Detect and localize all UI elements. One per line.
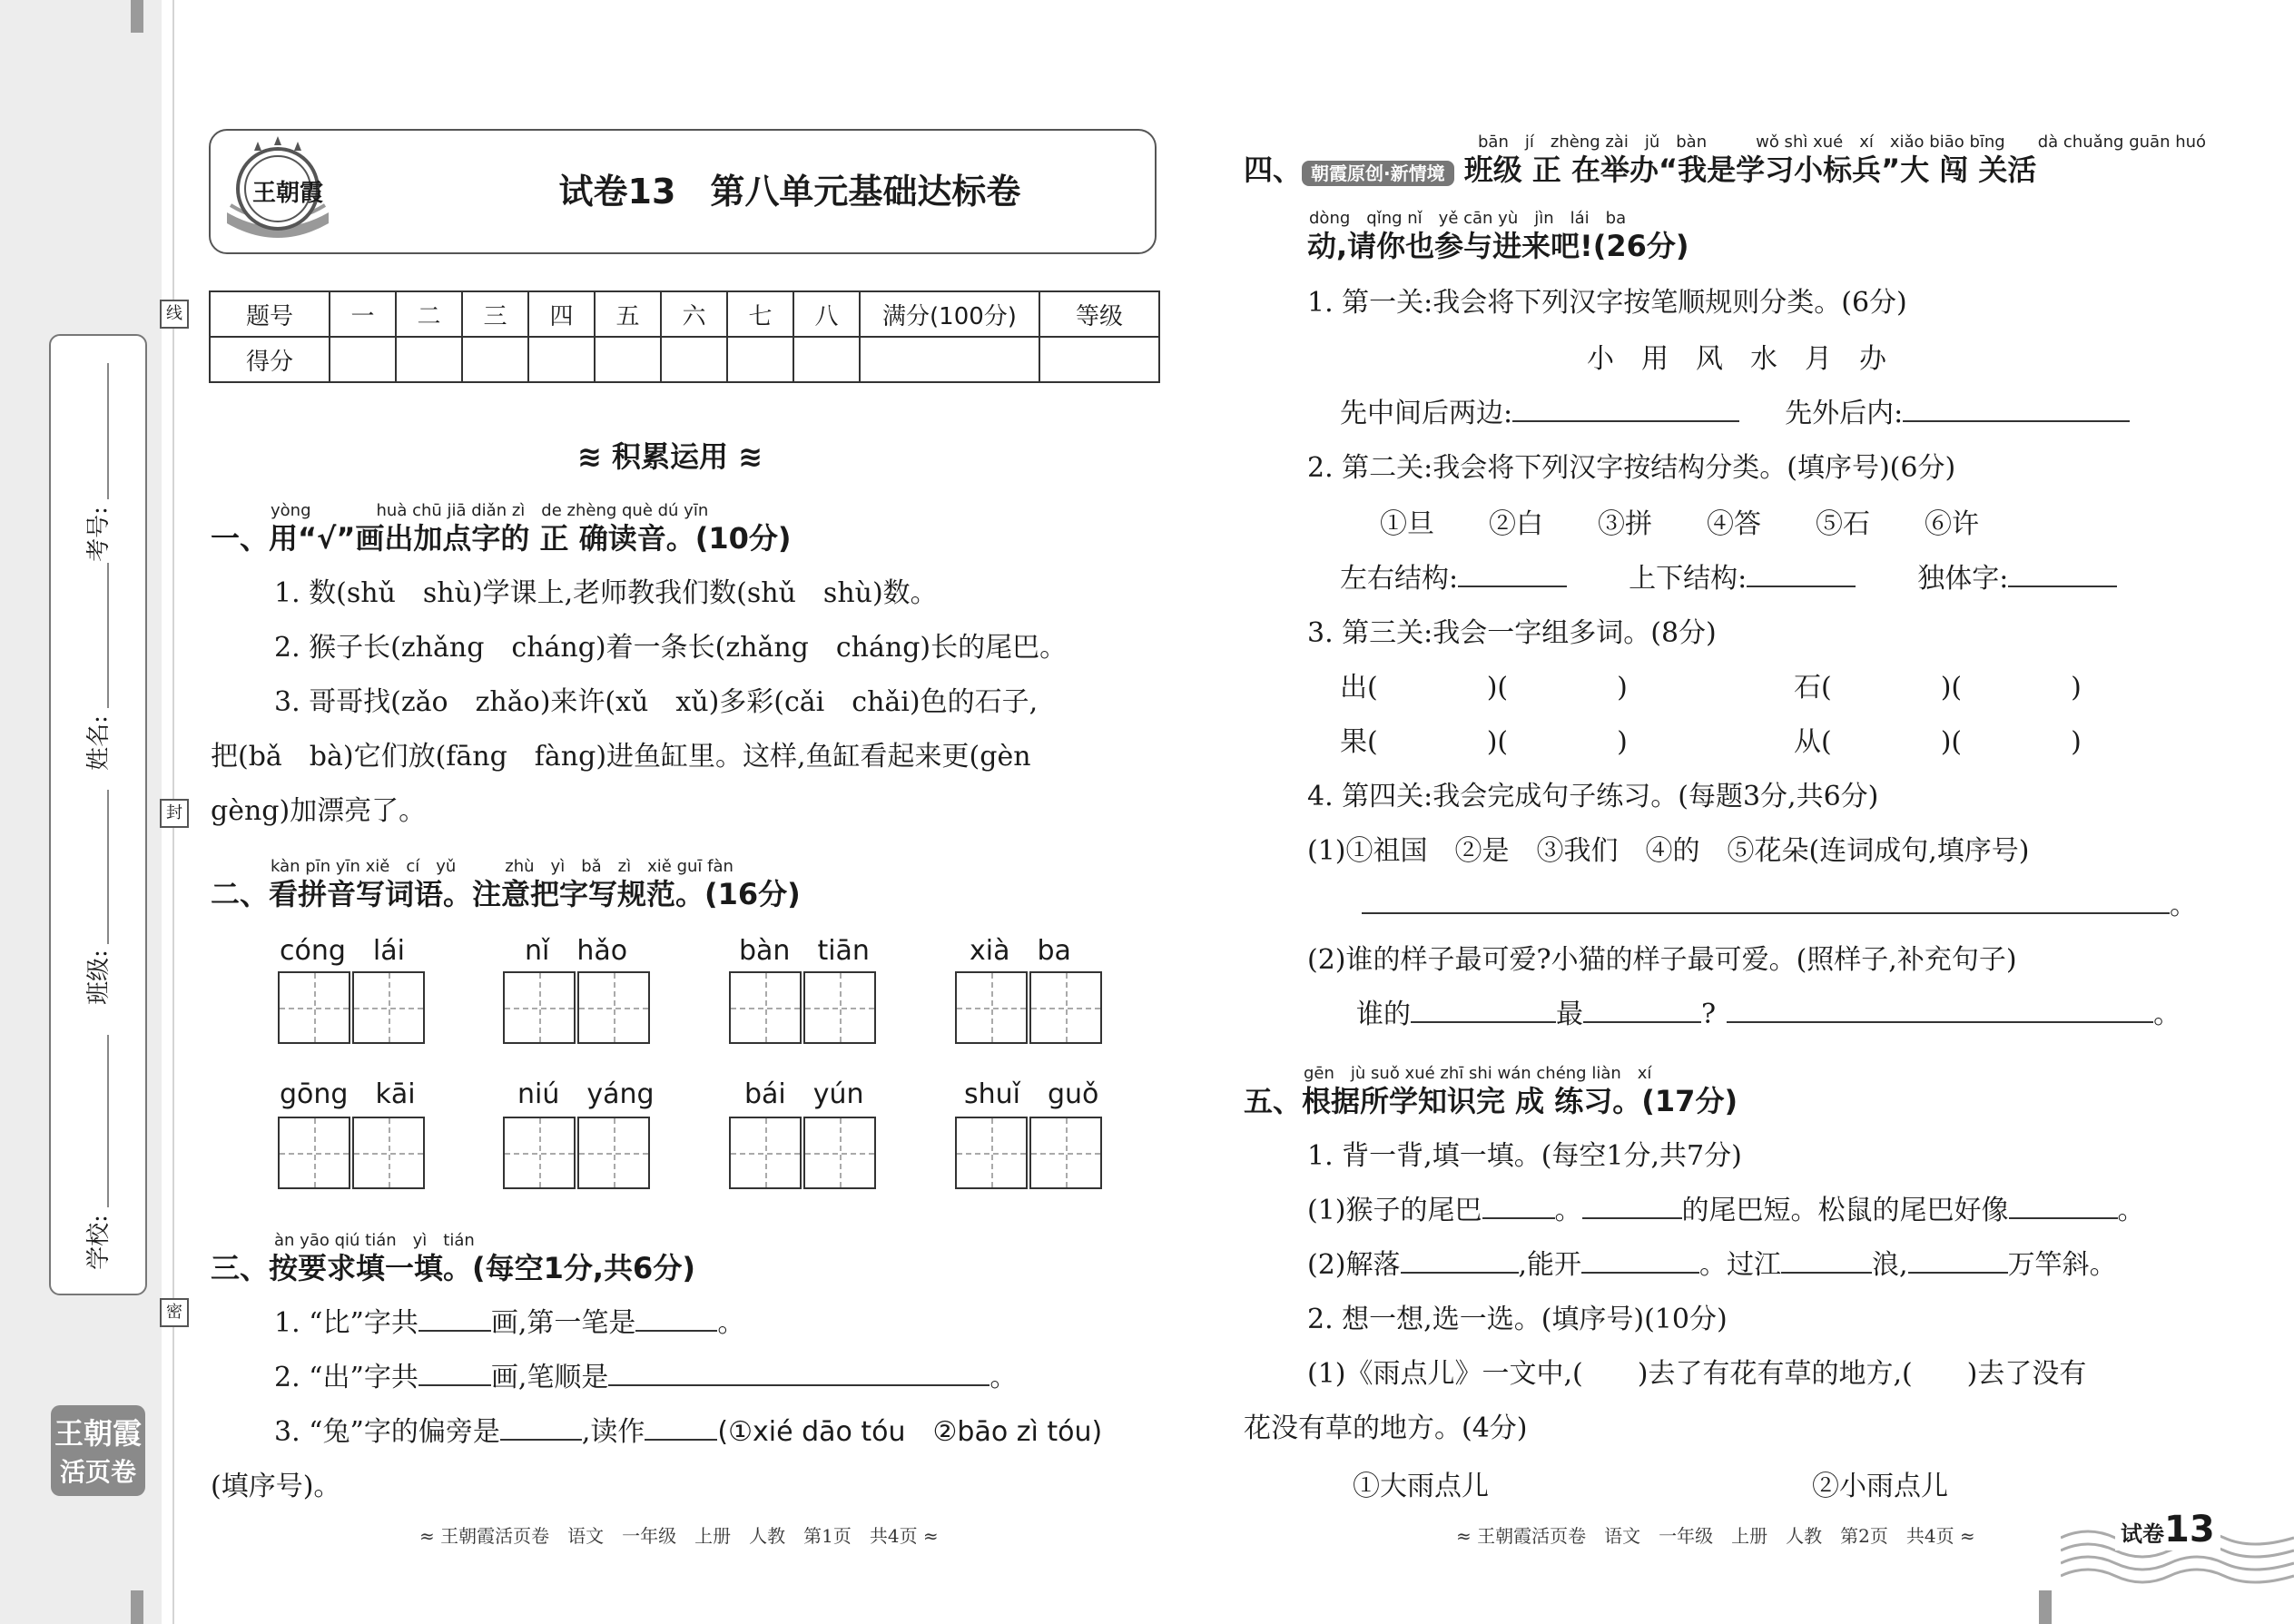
score-input-cell[interactable] [727,337,793,382]
answer-blank[interactable] [418,1384,491,1386]
answer-blank[interactable] [1747,586,1856,587]
q4-number: 四、 [1244,153,1303,187]
page-title: 试卷13 第八单元基础达标卷 [558,172,1021,212]
q3-pinyin: àn yāo qiú tián yì tián [274,1231,475,1250]
q3-line2-text: 画,笔顺是 [490,1362,609,1393]
score-cell: 满分(100分) [860,291,1039,337]
exam-number-line[interactable] [107,363,109,499]
q4-p1-label: 先中间后两边: [1340,398,1513,429]
q5-text: (2)解落 [1307,1249,1401,1281]
score-input-cell[interactable] [462,337,528,382]
score-input-cell[interactable] [793,337,860,382]
q4-p4-2-text: 谁的 [1356,999,1411,1030]
q4-p3-row[interactable]: 从( )( ) [1794,726,2082,758]
q4-p4-1-answer [1362,882,2197,922]
q5-p1-1 [1307,1187,2145,1227]
writing-grid-cell[interactable] [1029,1117,1102,1189]
q4-p4-2: (2)谁的样子最可爱?小猫的样子最可爱。(照样子,补充句子) [1307,944,2017,976]
q2-word-pinyin: shuǐ guǒ [964,1078,1099,1110]
q3-line1 [274,1300,744,1340]
crop-mark [2039,1590,2052,1624]
score-row-label: 得分 [210,337,330,382]
q5-heading: 五、根据所学知识完 成 练习。(17分) [1244,1084,1738,1118]
answer-blank[interactable] [2008,586,2117,587]
answer-blank[interactable] [1727,1021,2153,1023]
score-cell: 三 [462,291,528,337]
brand-bottom: 活页卷 [59,1457,136,1487]
q4-heading [1244,147,2036,189]
q4-p1-label: 先外后内: [1785,398,1904,429]
seal-line-char: 线 [160,300,189,329]
q2-word-pinyin: bàn tiān [739,935,870,967]
answer-blank[interactable] [1581,1272,1699,1274]
school-label: 学校: [84,1215,113,1270]
q2-word-pinyin: gōng kāi [280,1078,416,1110]
q3-line3-text: ,读作 [581,1416,645,1448]
q5-p2-1: (1)《雨点儿》一文中,( )去了有花有草的地方,( )去了没有 [1307,1358,2087,1390]
answer-blank[interactable] [1458,586,1567,587]
crop-mark [131,1590,143,1624]
period: 。 [2170,890,2197,921]
q1-line5: gèng)加漂亮了。 [211,795,427,827]
answer-blank[interactable] [1482,1217,1555,1219]
answer-blank[interactable] [1362,912,2170,914]
q3-line4: (填序号)。 [211,1471,341,1502]
q3-line3-text: 3. “兔”字的偏旁是 [274,1416,500,1448]
answer-blank[interactable] [608,1384,989,1386]
q4-p4: 4. 第四关:我会完成句子练习。(每题3分,共6分) [1307,781,1879,812]
score-input-cell[interactable] [661,337,727,382]
q3-line3-options: (①xié dāo tóu ②bāo zì tóu) [717,1416,1103,1448]
q2-pinyin: kàn pīn yīn xiě cí yǔ zhù yì bǎ zì xiě guī fàn [271,857,733,876]
writing-grid-cell[interactable] [503,971,576,1044]
q3-line1-text: 画,第一笔是 [490,1307,636,1339]
q3-line1-end: 。 [717,1307,745,1339]
q5-p2-1b: 花没有草的地方。(4分) [1244,1412,1528,1444]
score-table [209,290,1160,383]
q1-line1: 1. 数(shǔ shù)学课上,老师教我们数(shǔ shù)数。 [274,577,938,609]
q4-p2: 2. 第二关:我会将下列汉字按结构分类。(填序号)(6分) [1307,452,1956,484]
answer-blank[interactable] [1583,1021,1701,1023]
school-line[interactable] [107,1035,109,1207]
q4-p2-label: 左右结构: [1340,563,1459,595]
q4-p2-label: 上下结构: [1629,563,1748,595]
q2-word-pinyin: niú yáng [517,1078,655,1110]
score-cell: 四 [528,291,595,337]
writing-grid-cell[interactable] [1029,971,1102,1044]
q3-line1-text: 1. “比”字共 [274,1307,418,1339]
answer-blank[interactable] [2009,1217,2118,1219]
period: 。 [2153,999,2181,1030]
page-tag-label: 试卷 [2121,1521,2164,1547]
brand-badge [51,1405,145,1496]
q2-word-pinyin: xià ba [970,935,1071,967]
q3-line2-end: 。 [989,1362,1018,1393]
writing-grid-cell[interactable] [278,971,350,1044]
q5-text: 万竿斜。 [2007,1249,2117,1281]
score-table-header-row [210,291,1159,337]
q4-p3: 3. 第三关:我会一字组多词。(8分) [1307,617,1717,649]
q3-line2-text: 2. “出”字共 [274,1362,418,1393]
q1-line2: 2. 猴子长(zhǎng cháng)着一条长(zhǎng cháng)长的尾巴。 [274,632,1068,664]
q4-p4-2-text: 最 [1556,999,1583,1030]
q5-text: 。 [2117,1195,2145,1226]
q4-p4-2-text: ? [1701,999,1717,1030]
score-input-cell[interactable] [1039,337,1159,382]
footer-right: ≈ 王朝霞活页卷 语文 一年级 上册 人教 第2页 共4页 ≈ [1456,1525,1975,1547]
writing-grid-cell[interactable] [955,1117,1028,1189]
score-input-cell[interactable] [330,337,396,382]
section-title: ≋ 积累运用 ≋ [577,439,763,474]
q2-word-pinyin: nǐ hǎo [525,935,628,967]
q4-p1: 1. 第一关:我会将下列汉字按笔顺规则分类。(6分) [1307,287,1907,319]
q4-pinyin: bān jí zhèng zài jǔ bàn wǒ shì xué xí xiǎo biāo bīng dà chuǎng guān huó [1478,133,2207,152]
name-label: 姓名: [84,715,113,771]
logo [218,133,338,245]
score-input-cell[interactable] [595,337,661,382]
writing-grid-cell[interactable] [503,1117,576,1189]
q4-p4-2-answer [1356,991,2181,1031]
score-cell: 一 [330,291,396,337]
score-cell: 七 [727,291,793,337]
page-tag-number: 13 [2164,1509,2215,1550]
answer-blank[interactable] [645,1439,717,1441]
writing-grid-cell[interactable] [577,1117,650,1189]
writing-grid-cell[interactable] [803,1117,876,1189]
logo-text: 王朝霞 [252,180,324,207]
q3-heading: 三、按要求填一填。(每空1分,共6分) [211,1251,695,1285]
q5-text: ,能开 [1518,1249,1582,1281]
answer-blank[interactable] [1582,1217,1682,1219]
writing-grid-cell[interactable] [729,971,802,1044]
q2-word-pinyin: cóng lái [280,935,405,967]
name-line[interactable] [107,563,109,708]
q3-line2 [274,1354,1017,1394]
writing-grid-cell[interactable] [803,971,876,1044]
q5-pinyin: gēn jù suǒ xué zhī shi wán chéng liàn xí [1304,1064,1652,1083]
q5-text: 。 [1554,1195,1582,1226]
seal-seal-char: 封 [160,799,189,828]
q4-p4-1: (1)①祖国 ②是 ③我们 ④的 ⑤花朵(连词成句,填序号) [1307,835,2030,867]
student-info-box [49,334,147,1295]
q5-text: (1)猴子的尾巴 [1307,1195,1482,1226]
q3-line3 [274,1409,1102,1449]
score-cell: 二 [396,291,462,337]
q4-p2-label: 独体字: [1917,563,2009,595]
q5-p2: 2. 想一想,选一选。(填序号)(10分) [1307,1304,1728,1335]
writing-grid-cell[interactable] [729,1117,802,1189]
score-cell: 等级 [1039,291,1159,337]
seal-secret-char: 密 [160,1298,189,1327]
q5-text: 的尾巴短。松鼠的尾巴好像 [1681,1195,2009,1226]
answer-blank[interactable] [418,1330,491,1332]
q5-p1-2 [1307,1242,2117,1282]
class-line[interactable] [107,790,109,944]
answer-blank[interactable] [1781,1272,1872,1274]
q5-text: 。过江 [1699,1249,1782,1281]
answer-blank[interactable] [635,1330,717,1332]
q4-pinyin2: dòng qǐng nǐ yě cān yù jìn lái ba [1309,209,1627,228]
q2-word-pinyin: bái yún [744,1078,864,1110]
writing-grid-cell[interactable] [352,1117,425,1189]
q4-p3-row[interactable]: 出( )( ) [1340,672,1628,704]
answer-blank[interactable] [1903,420,2130,422]
class-label: 班级: [84,950,113,1005]
q4-heading2: 动,请你也参与进来吧!(26分) [1307,229,1689,263]
q4-p2-answers [1340,556,2117,595]
score-cell: 题号 [210,291,330,337]
score-input-cell[interactable] [528,337,595,382]
writing-grid-cell[interactable] [577,971,650,1044]
score-cell: 八 [793,291,860,337]
answer-blank[interactable] [1512,420,1739,422]
q4-p1-chars: 小 用 风 水 月 办 [1587,343,1886,375]
q5-text: 浪, [1872,1249,1908,1281]
score-input-cell[interactable] [860,337,1039,382]
score-cell: 六 [661,291,727,337]
q4-p1-answers [1340,390,2130,430]
q4-p2-chars: ①旦 ②白 ③拼 ④答 ⑤石 ⑥许 [1380,508,1979,540]
q4-p3-row[interactable]: 石( )( ) [1794,672,2082,704]
score-cell: 五 [595,291,661,337]
q5-p1: 1. 背一背,填一填。(每空1分,共7分) [1307,1140,1742,1172]
answer-blank[interactable] [500,1439,582,1441]
page-tag [2115,1509,2220,1550]
writing-grid-cell[interactable] [955,971,1028,1044]
answer-blank[interactable] [1401,1272,1519,1274]
writing-grid-cell[interactable] [278,1117,350,1189]
answer-blank[interactable] [1411,1021,1556,1023]
score-input-cell[interactable] [396,337,462,382]
q5-option: ②小雨点儿 [1812,1471,1948,1502]
answer-blank[interactable] [1908,1272,2008,1274]
brand-top: 王朝霞 [54,1416,142,1451]
q5-option: ①大雨点儿 [1353,1471,1489,1502]
exam-number-label: 考号: [84,507,113,562]
q1-line4: 把(bǎ bà)它们放(fāng fàng)进鱼缸里。这样,鱼缸看起来更(gèn [211,741,1031,773]
footer-left: ≈ 王朝霞活页卷 语文 一年级 上册 人教 第1页 共4页 ≈ [419,1525,939,1547]
q2-heading: 二、看拼音写词语。注意把字写规范。(16分) [211,877,801,911]
q1-heading: 一、用“√”画出加点字的 正 确读音。(10分) [211,521,792,556]
writing-grid-cell[interactable] [352,971,425,1044]
score-table-score-row [210,337,1159,382]
q1-line3: 3. 哥哥找(zǎo zhǎo)来许(xǔ xǔ)多彩(cǎi chǎi)色的石子, [274,686,1039,718]
crop-mark [131,0,143,33]
q4-p3-row[interactable]: 果( )( ) [1340,726,1628,758]
q1-pinyin: yòng huà chū jiā diǎn zì de zhèng què dú yīn [271,501,709,520]
q4-heading-text: 班级 正 在举办“我是学习小标兵”大 闯 关活 [1463,153,2037,187]
original-tag: 朝霞原创·新情境 [1302,161,1454,186]
